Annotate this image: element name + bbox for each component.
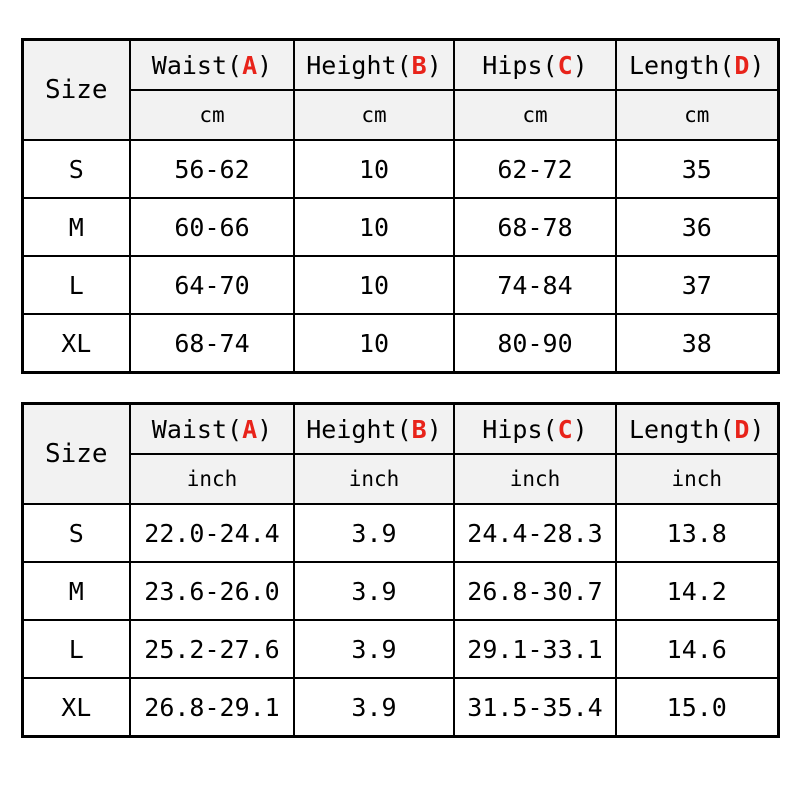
paren-close: ) [257, 414, 273, 444]
table-row [22, 198, 778, 256]
column-letter-d: D [734, 50, 750, 80]
unit-cell-hips: inch [454, 454, 616, 504]
column-letter-d: D [734, 414, 750, 444]
column-header-length-label: Length [629, 414, 720, 444]
row-size-label: S [22, 504, 130, 562]
column-letter-b: B [411, 414, 427, 444]
cell-height: 10 [294, 198, 454, 256]
column-header-hips-label: Hips [482, 414, 543, 444]
column-header-hips-label: Hips [482, 50, 543, 80]
paren-open: ( [227, 50, 243, 80]
paren-close: ) [257, 50, 273, 80]
cell-waist: 23.6-26.0 [130, 562, 294, 620]
unit-cell-height: inch [294, 454, 454, 504]
column-header-waist [130, 40, 294, 91]
column-header-height [294, 404, 454, 455]
unit-cell-hips: cm [454, 90, 616, 140]
size-header-label: Size [44, 75, 108, 105]
row-size-label: XL [22, 678, 130, 737]
cell-height: 3.9 [294, 678, 454, 737]
size-table-inch [21, 402, 780, 738]
unit-cell-length: inch [616, 454, 778, 504]
column-header-hips [454, 404, 616, 455]
cell-length: 14.2 [616, 562, 778, 620]
paren-open: ( [542, 50, 558, 80]
column-letter-a: A [242, 50, 258, 80]
cell-hips: 24.4-28.3 [454, 504, 616, 562]
paren-open: ( [396, 414, 412, 444]
cell-waist: 64-70 [130, 256, 294, 314]
table-row [22, 314, 778, 373]
column-letter-c: C [557, 50, 573, 80]
column-letter-b: B [411, 50, 427, 80]
paren-close: ) [426, 414, 442, 444]
column-header-height [294, 40, 454, 91]
column-header-length [616, 404, 778, 455]
column-header-waist-label: Waist [151, 414, 228, 444]
table-row [22, 562, 778, 620]
row-size-label: M [22, 562, 130, 620]
cell-length: 37 [616, 256, 778, 314]
cell-height: 3.9 [294, 562, 454, 620]
row-size-label: M [22, 198, 130, 256]
cell-height: 3.9 [294, 620, 454, 678]
unit-cell-waist: cm [130, 90, 294, 140]
column-header-waist [130, 404, 294, 455]
cell-length: 38 [616, 314, 778, 373]
column-letter-a: A [242, 414, 258, 444]
cell-hips: 26.8-30.7 [454, 562, 616, 620]
cell-waist: 25.2-27.6 [130, 620, 294, 678]
unit-cell-length: cm [616, 90, 778, 140]
cell-waist: 22.0-24.4 [130, 504, 294, 562]
cell-hips: 74-84 [454, 256, 616, 314]
paren-open: ( [542, 414, 558, 444]
paren-open: ( [227, 414, 243, 444]
cell-length: 15.0 [616, 678, 778, 737]
table-unit-row [22, 90, 778, 140]
cell-height: 10 [294, 314, 454, 373]
cell-length: 35 [616, 140, 778, 198]
size-header-label: Size [44, 439, 108, 469]
table-row [22, 504, 778, 562]
row-size-label: L [22, 620, 130, 678]
cell-waist: 60-66 [130, 198, 294, 256]
paren-close: ) [572, 414, 588, 444]
cell-hips: 68-78 [454, 198, 616, 256]
cell-height: 10 [294, 256, 454, 314]
cell-length: 36 [616, 198, 778, 256]
column-header-height-label: Height [306, 50, 397, 80]
row-size-label: L [22, 256, 130, 314]
column-header-height-label: Height [306, 414, 397, 444]
paren-close: ) [572, 50, 588, 80]
column-header-length [616, 40, 778, 91]
column-header-waist-label: Waist [151, 50, 228, 80]
paren-close: ) [749, 414, 765, 444]
table-header-row [22, 404, 778, 455]
column-header-hips [454, 40, 616, 91]
unit-cell-height: cm [294, 90, 454, 140]
cell-hips: 31.5-35.4 [454, 678, 616, 737]
cell-waist: 56-62 [130, 140, 294, 198]
column-letter-c: C [557, 414, 573, 444]
table-row [22, 678, 778, 737]
row-size-label: XL [22, 314, 130, 373]
cell-height: 10 [294, 140, 454, 198]
column-header-length-label: Length [629, 50, 720, 80]
cell-waist: 26.8-29.1 [130, 678, 294, 737]
size-header-cell [22, 40, 130, 141]
row-size-label: S [22, 140, 130, 198]
paren-close: ) [426, 50, 442, 80]
paren-close: ) [749, 50, 765, 80]
paren-open: ( [719, 414, 735, 444]
cell-length: 14.6 [616, 620, 778, 678]
table-unit-row [22, 454, 778, 504]
table-header-row [22, 40, 778, 91]
table-row [22, 620, 778, 678]
size-header-cell [22, 404, 130, 505]
table-row [22, 256, 778, 314]
cell-height: 3.9 [294, 504, 454, 562]
unit-cell-waist: inch [130, 454, 294, 504]
cell-hips: 29.1-33.1 [454, 620, 616, 678]
table-row [22, 140, 778, 198]
paren-open: ( [396, 50, 412, 80]
paren-open: ( [719, 50, 735, 80]
cell-waist: 68-74 [130, 314, 294, 373]
size-table-cm [21, 38, 780, 374]
cell-hips: 62-72 [454, 140, 616, 198]
cell-length: 13.8 [616, 504, 778, 562]
cell-hips: 80-90 [454, 314, 616, 373]
